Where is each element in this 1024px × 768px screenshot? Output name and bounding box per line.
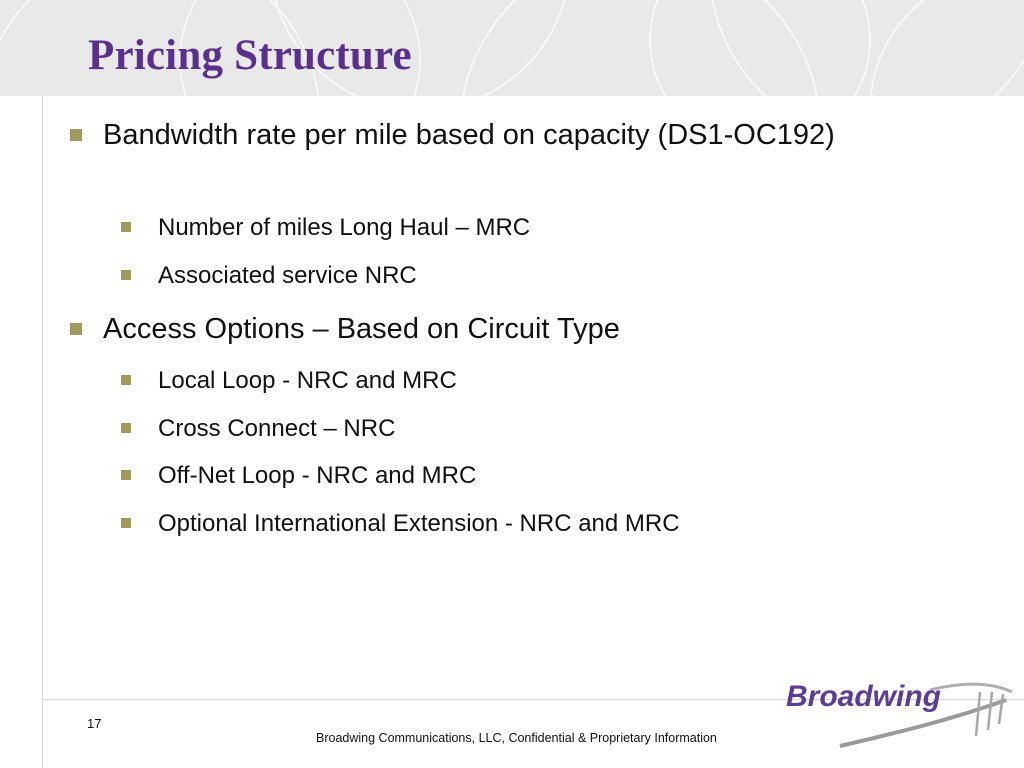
- logo-arc: [930, 684, 1012, 692]
- sub-bullet-international-extension: [121, 509, 680, 539]
- header-band: [0, 0, 1024, 96]
- bullet-square: [70, 129, 82, 141]
- sub-bullet-text: Optional International Extension - NRC and MRC: [158, 510, 680, 537]
- bullet-text: Access Options – Based on Circuit Type: [103, 313, 620, 345]
- logo-wordmark: Broadwing: [786, 680, 941, 713]
- bullet-text: Bandwidth rate per mile based on capacity (DS1-OC192): [103, 119, 835, 151]
- footer-confidential: Broadwing Communications, LLC, Confidential & Proprietary Information: [316, 731, 717, 745]
- logo-stroke: [976, 692, 980, 736]
- left-rule: [42, 96, 43, 768]
- sub-bullet-cross-connect: [121, 414, 395, 444]
- sub-bullet-text: Off-Net Loop - NRC and MRC: [158, 462, 477, 489]
- bullet-square: [121, 270, 131, 280]
- sub-bullet-long-haul: [121, 213, 530, 243]
- bullet-square: [70, 323, 82, 335]
- sub-bullet-text: Cross Connect – NRC: [158, 415, 396, 442]
- sub-bullet-off-net-loop: [121, 461, 476, 491]
- logo-stroke: [988, 692, 992, 730]
- sub-bullet-text: Associated service NRC: [158, 262, 417, 289]
- bullet-bandwidth: [70, 114, 863, 156]
- bullet-access-options: [70, 308, 863, 350]
- sub-bullet-text: Number of miles Long Haul – MRC: [158, 214, 531, 241]
- bullet-square: [121, 222, 131, 232]
- page-number: 17: [87, 716, 102, 731]
- bullet-square: [121, 518, 131, 528]
- logo-stroke: [999, 694, 1003, 724]
- bullet-square: [121, 470, 131, 480]
- sub-bullet-local-loop: [121, 366, 457, 396]
- sub-bullet-associated-service: [121, 261, 417, 291]
- broadwing-logo: [780, 662, 1020, 762]
- bullet-square: [121, 423, 131, 433]
- bullet-square: [121, 375, 131, 385]
- sub-bullet-text: Local Loop - NRC and MRC: [158, 367, 457, 394]
- slide-title: Pricing Structure: [88, 32, 412, 79]
